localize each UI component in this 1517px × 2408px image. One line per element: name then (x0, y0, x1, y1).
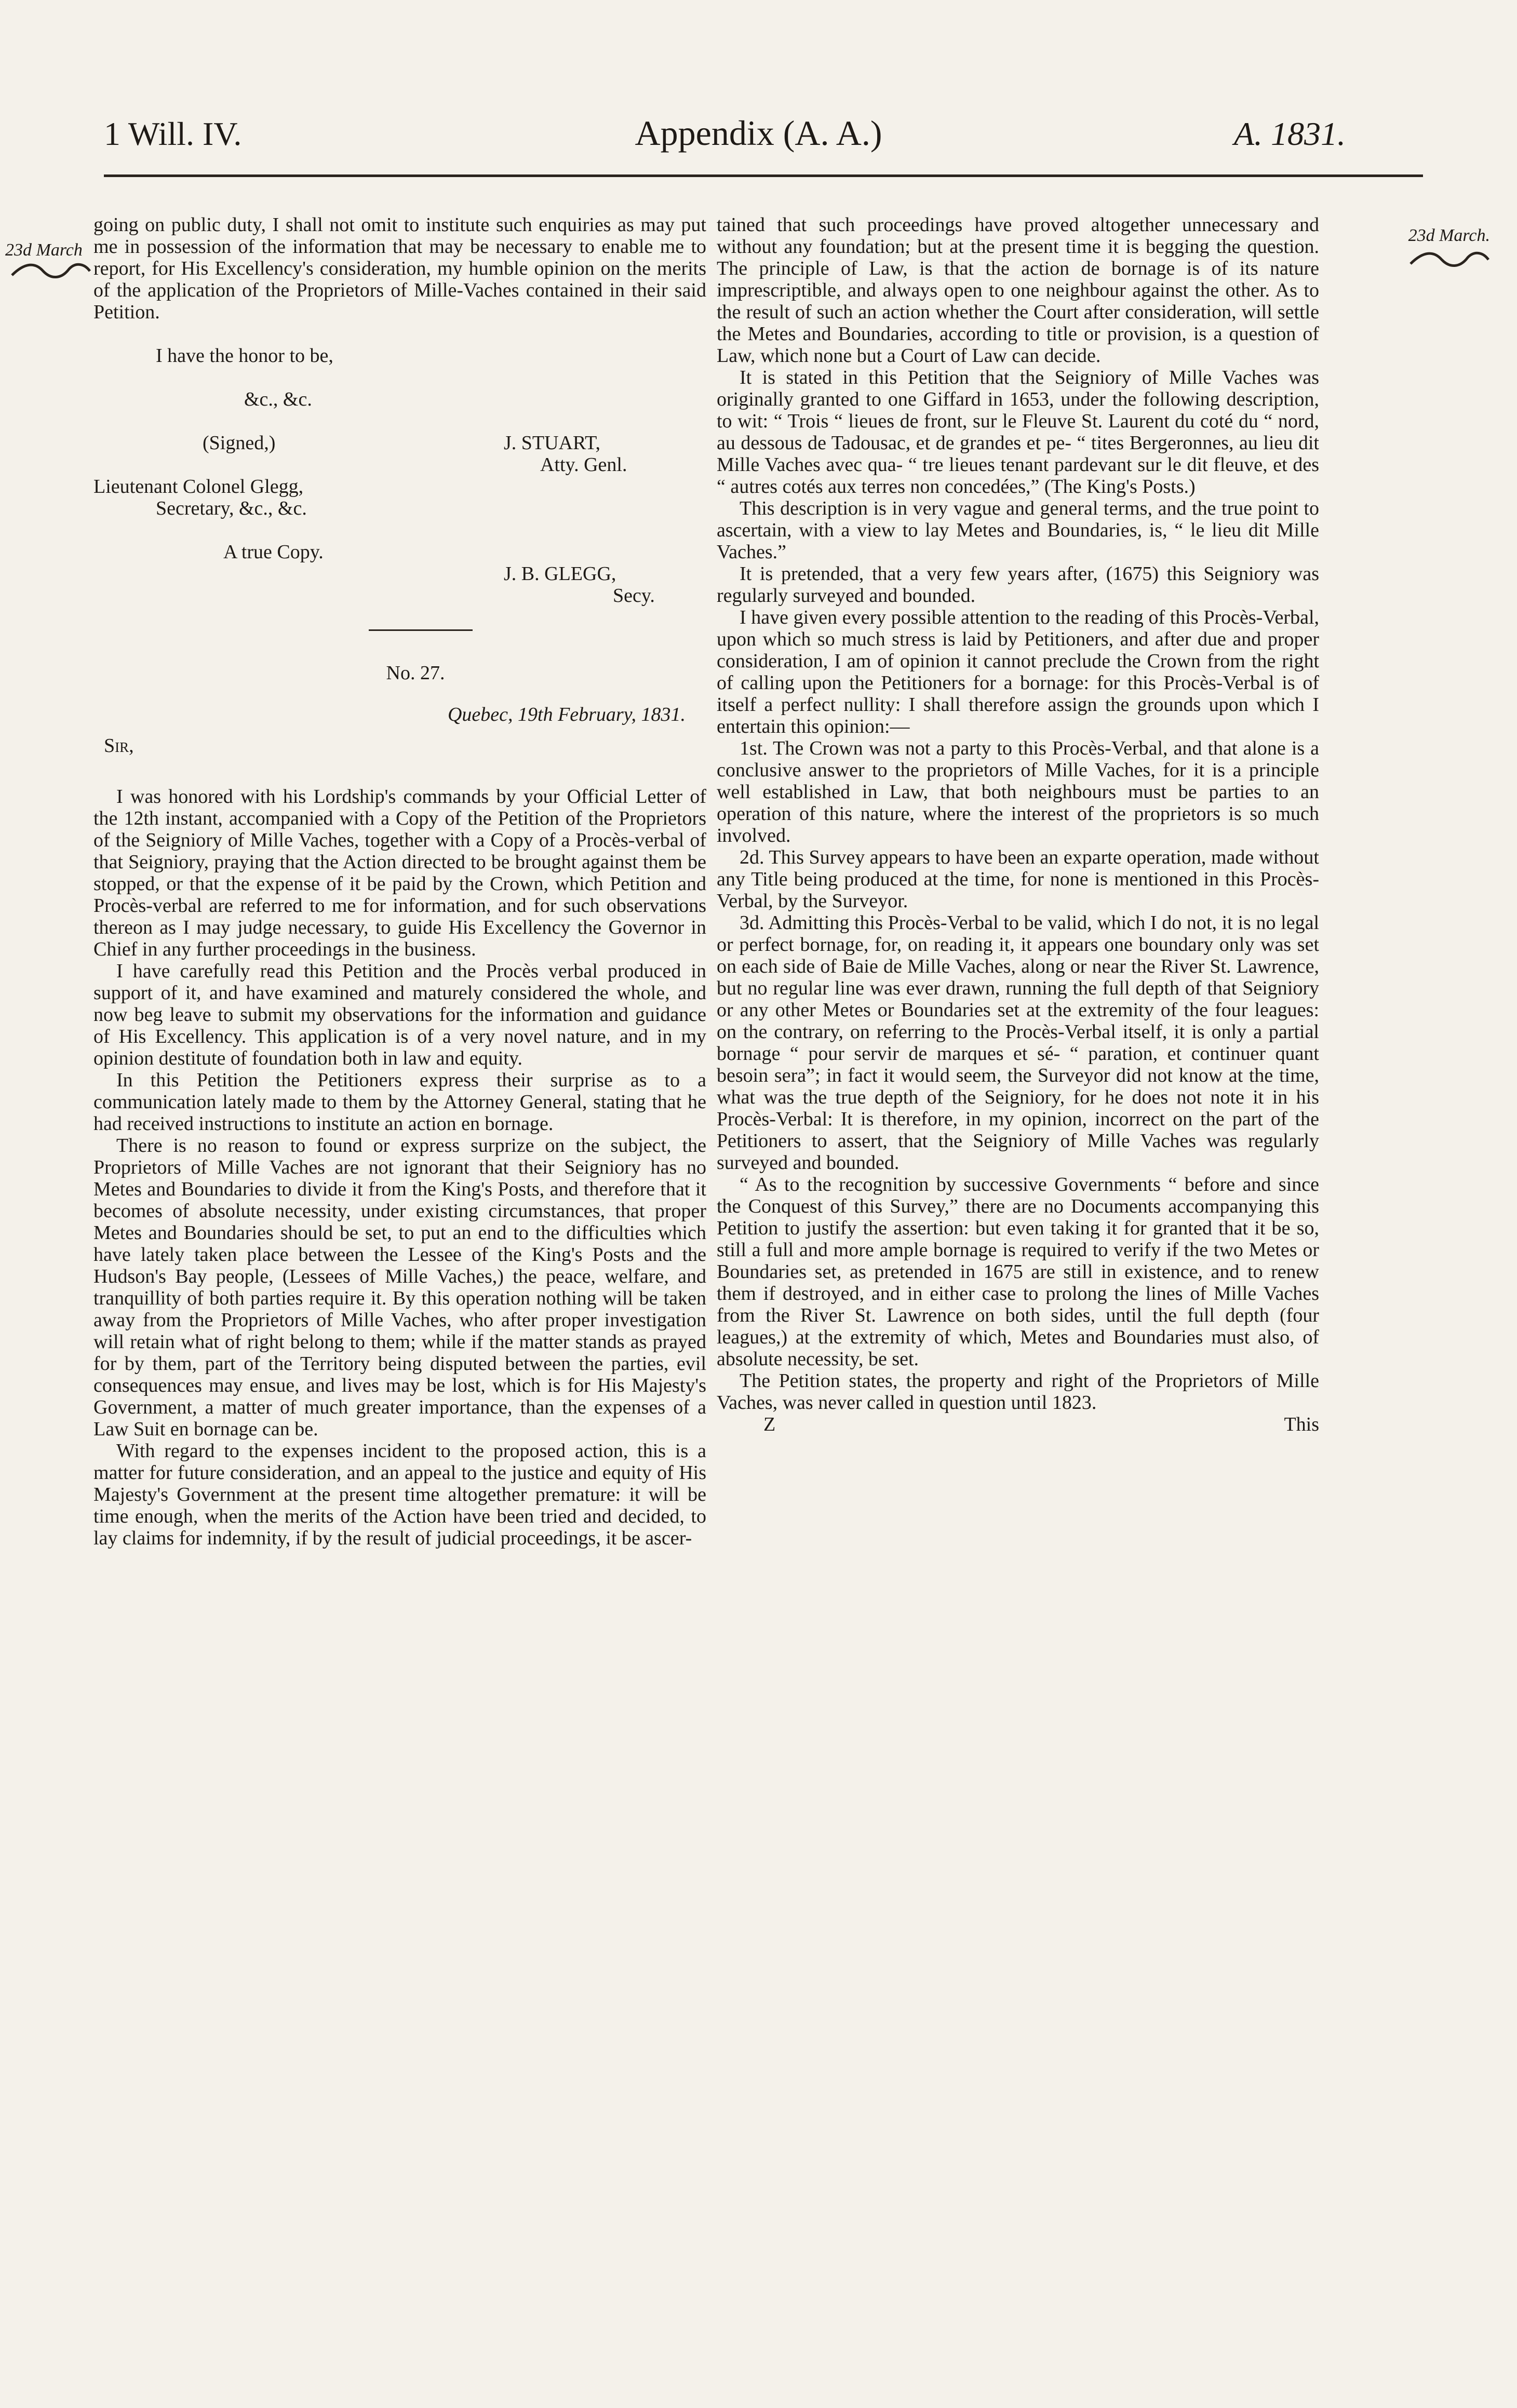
addressee-title: Secretary, &c., &c. (156, 497, 307, 519)
right-paragraph-10: The Petition states, the property and right of the Proprietors of Mille Vaches, was never called in question until 1823. (717, 1370, 1319, 1414)
section-divider (369, 629, 473, 631)
right-paragraph-9: “ As to the recognition by successive Governments “ before and since the Conquest of this Survey,” there are no Documents accompanying this Petition to justify the assertion: but even taking it for granted that it be so, still a full and more ample bornage is required to verify if the two Metes or Boundaries set, as pretended in 1675 are still in existence, and to renew them if destroyed, and in either case to prolong the lines of Mille Vaches from the River St. Lawrence on both sides, until the full depth (four leagues,) at the extremity of which, Metes and Boundaries must also, of absolute necessity, be set. (717, 1174, 1319, 1370)
signer-title: Atty. Genl. (540, 454, 627, 476)
right-column (717, 214, 1319, 1435)
right-paragraph-1: tained that such proceedings have proved altogether unnecessary and without any foundation; but at the present time it is begging the question. The principle of Law, is that the action de bornage is of its nature imprescriptible, and always open to one neighbour against the other. As to the result of such an action whether the Court after consideration, will settle the Metes and Boundaries, according to title or provision, is a question of Law, which none but a Court of Law can decide. (717, 214, 1319, 367)
header-rule (104, 174, 1423, 177)
document-number: No. 27. (386, 662, 445, 684)
signature-mark: Z (763, 1414, 776, 1435)
swash-ornament-right (1408, 248, 1491, 269)
right-paragraph-8: 3d. Admitting this Procès-Verbal to be valid, which I do not, it is no legal or perfect bornage, for, on reading it, it appears one boundary only was set on each side of Baie de Mille Vaches, along or near the River St. Lawrence, but no regular line was ever drawn, running the full depth of that Seigniory or any other Metes or Boundaries set at the extremity of the four leagues: on the contrary, on referring to the Procès-Verbal itself, it is only a partial bornage “ pour servir de marques et sé- “ paration, et continuer quant besoin sera”; in fact it would seem, the Surveyor did not know at the time, what was the true depth of the Seigniory, for he does not note it in his Procès-Verbal: It is therefore, in my opinion, incorrect on the part of the Petitioners to assert, that the Seigniory of Mille Vaches was regularly surveyed and bounded. (717, 912, 1319, 1174)
left-paragraph-1: going on public duty, I shall not omit to institute such enquiries as may put me in possession of the information that may be necessary to enable me to report, for His Excellency's consideration, my humble opinion on the merits of the application of the Proprietors of Mille-Vaches contained in their said Petition. (93, 214, 706, 323)
margin-note-right: 23d March. (1408, 226, 1490, 245)
swash-ornament-left (9, 260, 92, 280)
left-paragraph-2: I was honored with his Lordship's commands by your Official Letter of the 12th instant, accompanied with a Copy of the Petition of the Proprietors of the Seigniory of Mille Vaches, together with a Copy of a Procès-verbal of that Seigniory, praying that the Action directed to be brought against them be stopped, or that the expense of it be paid by the Crown, which Petition and Procès-verbal are referred to me for information, and for such observations thereon as I may judge necessary, to guide His Excellency the Governor in Chief in any further proceedings in the business. (93, 786, 706, 960)
signed-label: (Signed,) (203, 432, 276, 454)
copy-signer-name: J. B. GLEGG, (504, 563, 616, 585)
right-paragraph-5: I have given every possible attention to the reading of this Procès-Verbal, upon which so much stress is laid by Petitioners, and after due and proper consideration, I am of opinion it cannot preclude the Crown from the right of calling upon the Petitioners for a bornage: for this Procès-Verbal is of itself a perfect nullity: I shall therefore assign the grounds upon which I entertain this opinion:— (717, 607, 1319, 737)
closing-line: I have the honor to be, (156, 345, 333, 367)
copy-signer-title: Secy. (613, 585, 655, 607)
left-column (93, 214, 706, 1549)
signer-name: J. STUART, (504, 432, 600, 454)
header-title: Appendix (A. A.) (635, 113, 882, 153)
right-paragraph-7: 2d. This Survey appears to have been an exparte operation, made without any Title being produced at the time, for none is mentioned in this Procès-Verbal, by the Surveyor. (717, 846, 1319, 912)
left-paragraph-5: There is no reason to found or express surprize on the subject, the Proprietors of Mille Vaches are not ignorant that their Seigniory has no Metes and Boundaries to divide it from the King's Posts, and therefore that it becomes of absolute necessity, under existing circumstances, that proper Metes and Boundaries should be set, to put an end to the difficulties which have lately taken place between the Lessee of the King's Posts and the Hudson's Bay people, (Lessees of Mille Vaches,) the peace, welfare, and tranquillity of both parties require it. By this operation nothing will be taken away from the Proprietors of Mille Vaches, who after proper investigation will retain what of right belong to them; while if the matter stands as prayed for by them, part of the Territory being disputed between the parties, evil consequences may ensue, and lives may be lost, which is for His Majesty's Government, a matter of much greater importance, than the expenses of a Law Suit en bornage can be. (93, 1135, 706, 1440)
salutation: Sir, (104, 735, 134, 757)
left-paragraph-3: I have carefully read this Petition and the Procès verbal produced in support of it, and have examined and maturely considered the whole, and now beg leave to submit my observations for the information and guidance of His Excellency. This application is of a very novel nature, and in my opinion destitute of foundation both in law and equity. (93, 960, 706, 1069)
right-paragraph-2: It is stated in this Petition that the Seigniory of Mille Vaches was originally granted to one Giffard in 1653, under the following description, to wit: “ Trois “ lieues de front, sur le Fleuve St. Laurent du coté du “ nord, au dessous de Tadousac, et de grandes et pe- “ tites Bergeronnes, au lieu dit Mille Vaches avec qua- “ tre lieues tenant pardevant sur le dit fleuve, et des “ autres cotés aux terres non concedées,” (The King's Posts.) (717, 367, 1319, 497)
closing-etc: &c., &c. (244, 388, 312, 410)
header-right: A. 1831. (1233, 115, 1346, 152)
right-paragraph-3: This description is in very vague and general terms, and the true point to ascertain, with a view to lay Metes and Boundaries, is, “ le lieu dit Mille Vaches.” (717, 497, 1319, 563)
dateline: Quebec, 19th February, 1831. (447, 704, 686, 725)
header-left: 1 Will. IV. (104, 115, 242, 152)
page-footer (717, 1414, 1319, 1435)
true-copy-label: A true Copy. (223, 541, 324, 563)
signature-block (93, 345, 706, 607)
left-paragraph-6: With regard to the expenses incident to the proposed action, this is a matter for future consideration, and an appeal to the justice and equity of His Majesty's Government at the present time altogether premature: it will be time enough, when the merits of the Action have been tried and decided, to lay claims for indemnity, if by the result of judicial proceedings, it be ascer- (93, 1440, 706, 1549)
catchword: This (1284, 1414, 1319, 1435)
left-paragraph-4: In this Petition the Petitioners express their surprise as to a communication lately made to them by the Attorney General, stating that he had received instructions to institute an action en bornage. (93, 1069, 706, 1135)
right-paragraph-6: 1st. The Crown was not a party to this Procès-Verbal, and that alone is a conclusive answer to the proprietors of Mille Vaches, for it is a principle well established in Law, that both neighbours must be parties to an operation of this nature, where the interest of the proprietors is so much involved. (717, 737, 1319, 846)
margin-note-left: 23d March (5, 240, 83, 260)
addressee-name: Lieutenant Colonel Glegg, (93, 476, 304, 497)
right-paragraph-4: It is pretended, that a very few years after, (1675) this Seigniory was regularly surveyed and bounded. (717, 563, 1319, 607)
